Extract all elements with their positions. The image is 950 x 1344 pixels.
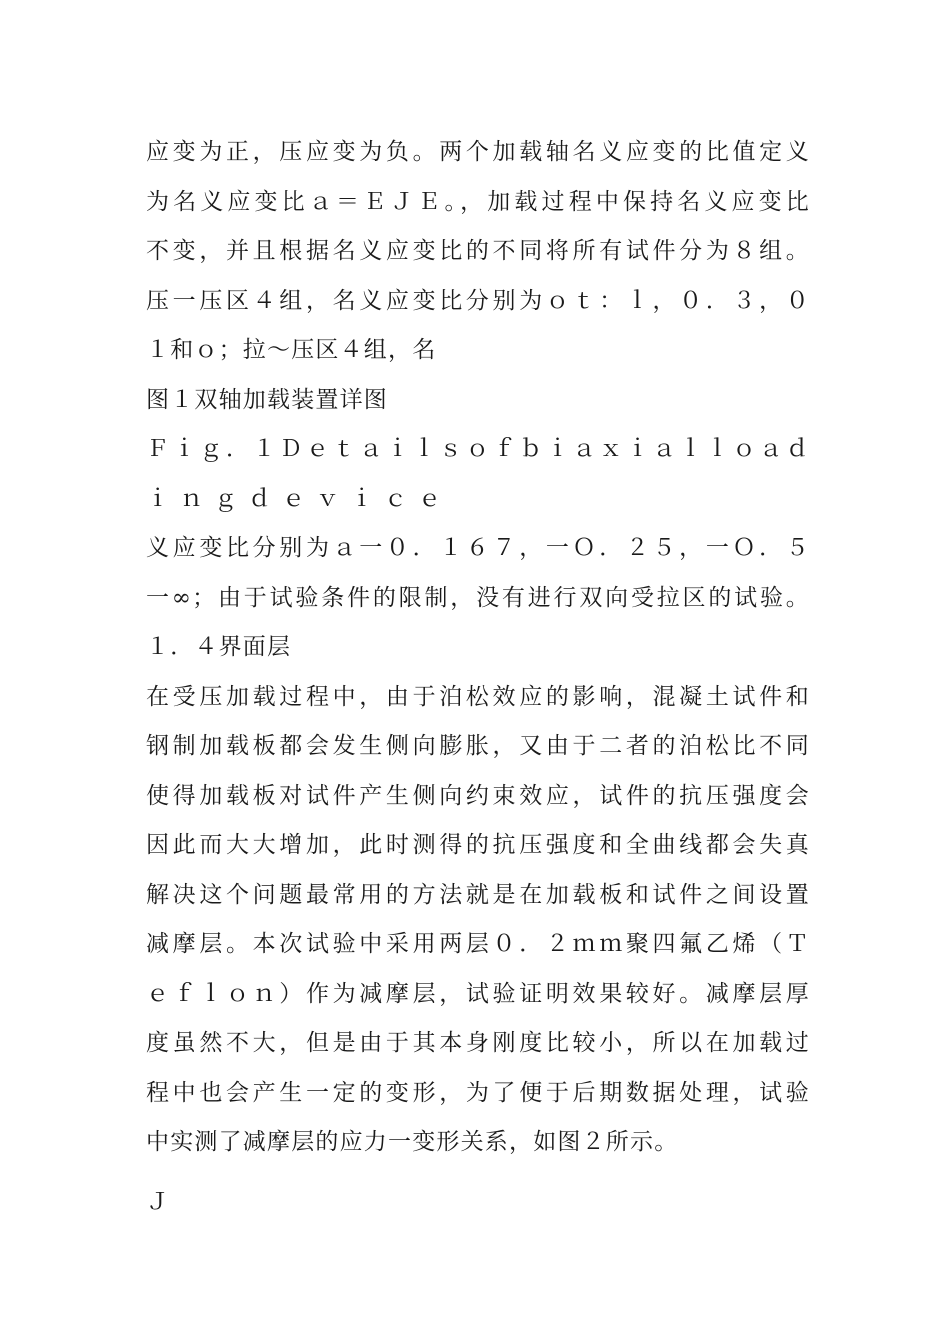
figure-caption-en-cont: ｉｎｇｄｅｖｉｃｅ xyxy=(146,485,452,512)
figure-caption-cn: 图１双轴加载装置详图 xyxy=(146,386,388,413)
text-line: 压一压区４组，名义应变比分别为ｏｔ：ｌ，０．３，０ xyxy=(146,287,810,314)
figure-caption-en: Ｆｉｇ．１Ｄｅｔａｉｌｓｏｆｂｉａｘｉａｌｌｏａｄ xyxy=(146,436,810,462)
text-line: ｅｆｌｏｎ）作为减摩层，试验证明效果较好。减摩层厚 xyxy=(146,980,810,1007)
text-line: 使得加载板对试件产生侧向约束效应，试件的抗压强度会 xyxy=(146,782,810,809)
section-heading: １．４界面层 xyxy=(146,634,292,660)
text-line: 义应变比分别为ａ一０．１６７，一Ｏ．２５，一Ｏ．５ xyxy=(146,535,810,561)
text-line: 钢制加载板都会发生侧向膨胀，又由于二者的泊松比不同 xyxy=(146,733,810,759)
text-line: 度虽然不大，但是由于其本身刚度比较小，所以在加载过 xyxy=(146,1030,810,1056)
text-line: 中实测了减摩层的应力一变形关系，如图２所示。 xyxy=(146,1129,679,1155)
text-line: １和ｏ；拉～压区４组，名 xyxy=(146,337,437,363)
text-line: 一∞；由于试验条件的限制，没有进行双向受拉区的试验。 xyxy=(146,584,810,611)
text-line: 为名义应变比ａ＝ＥＪＥ。，加载过程中保持名义应变比 xyxy=(146,188,810,215)
text-line: 解决这个问题最常用的方法就是在加载板和试件之间设置 xyxy=(146,881,810,908)
text-line: 不变，并且根据名义应变比的不同将所有试件分为８组。 xyxy=(146,238,810,264)
text-line: 应变为正，压应变为负。两个加载轴名义应变的比值定义 xyxy=(146,139,810,165)
text-line: 因此而大大增加，此时测得的抗压强度和全曲线都会失真 xyxy=(146,832,810,858)
text-line-fragment: Ｊ xyxy=(146,1188,171,1215)
text-line: 在受压加载过程中，由于泊松效应的影响，混凝土试件和 xyxy=(146,683,810,710)
body-text xyxy=(146,128,810,1227)
text-line: 程中也会产生一定的变形，为了便于后期数据处理，试验 xyxy=(146,1079,810,1106)
text-line: 减摩层。本次试验中采用两层０．２ｍｍ聚四氟乙烯（Ｔ xyxy=(146,931,810,957)
